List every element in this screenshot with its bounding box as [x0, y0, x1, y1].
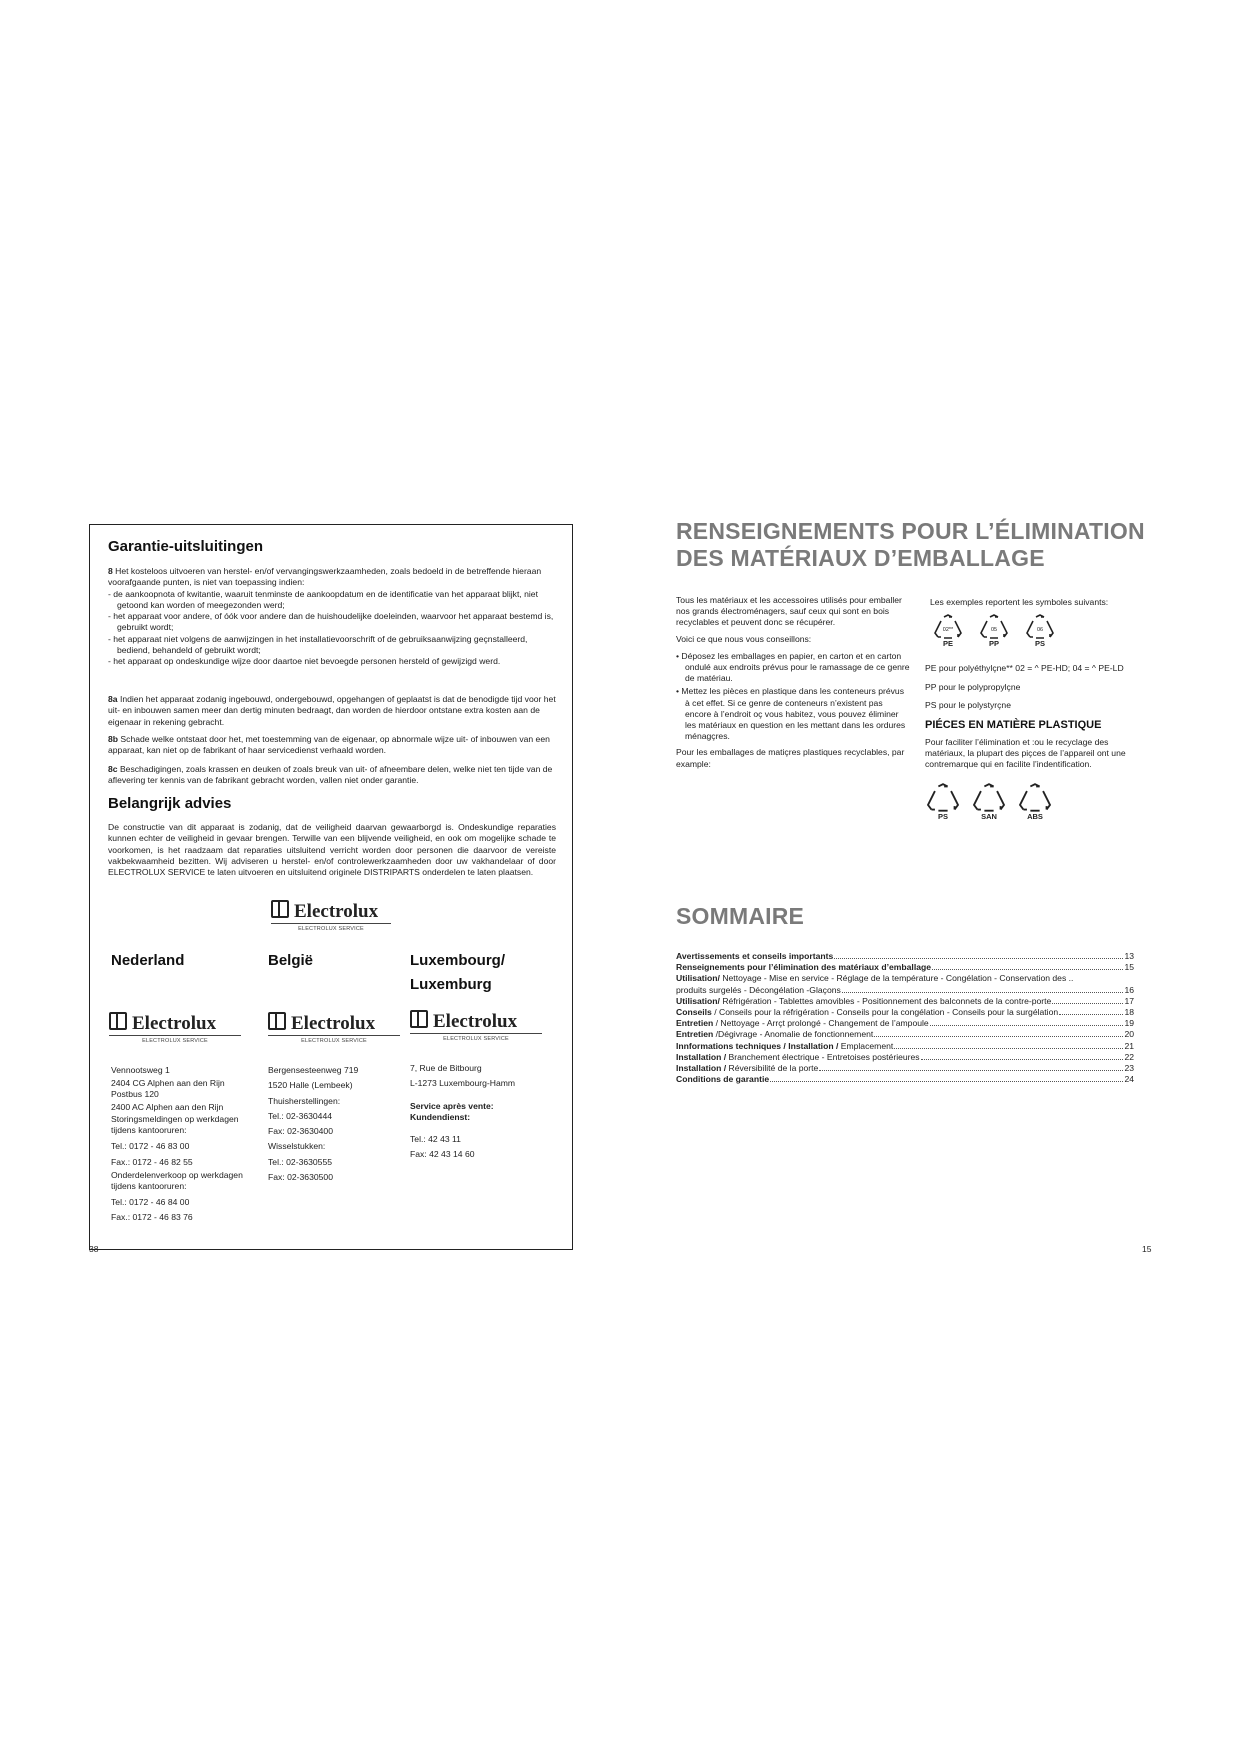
toc-entry-text	[676, 1041, 893, 1052]
toc-entry-rest: Nettoyage - Mise en service - Réglage de la température - Congélation - Conservation des ..	[719, 973, 1074, 984]
address-lu	[410, 1061, 550, 1162]
toc-entry-text	[676, 1007, 1058, 1018]
toc-entry-text	[676, 1063, 818, 1074]
toc-entry	[676, 1029, 1134, 1040]
disposal-left-column	[676, 595, 911, 770]
toc-leader	[874, 1036, 1123, 1037]
address-line: 2404 CG Alphen aan den Rijn	[111, 1078, 225, 1089]
toc-entry	[676, 951, 1134, 962]
recycle-code: 02**	[942, 627, 954, 633]
toc-entry-text	[676, 973, 1073, 984]
paragraph-8c	[108, 764, 556, 787]
pe-line: PE pour polyéthylçne** 02 = ^ PE-HD; 04 = ^ PE-LD	[925, 663, 1124, 673]
toc-leader	[819, 1070, 1123, 1071]
toc-entry	[676, 1018, 1134, 1029]
advice-text: De constructie van dit apparaat is zodanig, dat de veiligheid daarvan gewaarborgd is. Ondeskundige reparaties kunnen echter de veiligheid in gevaar brengen. Terwille van een blijvende veiligheid, en ook om mogelijke schade te voorkomen, is het raadzaam dat reparaties uitsluitend verricht worden door personen die daarvoor de vereiste vakbekwaamheid bezitten. Wij adviseren u herstel- en/of controlewerkzaamheden door uw vakhandelaar of door ELECTROLUX SERVICE te laten uitvoeren en uitsluitend originele DISTRIPARTS onderdelen te laten plaatsen.	[108, 822, 556, 878]
paragraph-8b	[108, 734, 556, 757]
p8b-number: 8b	[108, 734, 119, 744]
p8-item: - het apparaat op ondeskundige wijze door daartoe niet bevoegde personen hersteld of gewijzigd werd.	[108, 656, 501, 667]
recycle-triangle-icon	[933, 614, 963, 640]
p8c-text: Beschadigingen, zoals krassen en deuken of zoals breuk van uit- of afneembare delen, welke niet ten tijde van de aflevering ter kennis van de fabrikant gebracht worden, vallen niet onder garantie.	[108, 764, 553, 786]
address-line: 2400 AC Alphen aan den Rijn	[111, 1102, 224, 1113]
toc-entry-bold: Entretien	[676, 1018, 714, 1029]
address-line: Fax: 42 43 14 60	[410, 1148, 475, 1159]
toc-entry-text	[676, 951, 833, 962]
symbols-intro: Les exemples reportent les symboles suivants:	[930, 597, 1109, 607]
address-line: Tel.: 02-3630555	[268, 1156, 333, 1167]
toc-leader	[932, 969, 1123, 970]
recycle-triangle-icon	[979, 614, 1009, 640]
toc-entry-text	[676, 1074, 769, 1085]
recycle-triangle-icon	[1025, 614, 1055, 640]
bullet-item: • Déposez les emballages en papier, en carton et en carton ondulé aux endroits prévus pour le ramassage de ce genre de matériau.	[676, 650, 910, 684]
plastic-examples-text: Pour les emballages de matiçres plastiques recyclables, par example:	[676, 747, 905, 769]
country-name-lu: Luxembourg/ Luxemburg	[410, 952, 506, 993]
heading-advice: Belangrijk advies	[108, 795, 232, 812]
recycle-label: PP	[988, 639, 999, 648]
ps-line: PS pour le polystyrçne	[925, 700, 1011, 710]
country-name-nl: Nederland	[111, 952, 185, 969]
recycle-symbol	[920, 783, 966, 821]
recycle-symbol	[966, 783, 1012, 821]
toc-entry-text	[676, 1052, 920, 1063]
toc-page-number: 13	[1124, 951, 1134, 961]
toc-entry-bold: Installation /	[676, 1051, 727, 1062]
address-line: Fax.: 0172 - 46 83 76	[111, 1212, 193, 1223]
p8-item: - het apparaat niet volgens de aanwijzingen in het installatievoorschrift of de gebruiksaanwijzing geçnstalleerd, bediend, behandeld of gebruikt wordt;	[108, 633, 528, 656]
service-label: Service après vente: Kundendienst:	[410, 1100, 494, 1122]
toc-entry-bold: Utilisation/	[676, 973, 720, 984]
page-number-left: 38	[89, 1244, 99, 1254]
toc-entry-bold: Conditions de garantie	[676, 1074, 770, 1085]
logo-text: Electrolux	[294, 901, 379, 922]
recycle-label: PE	[942, 639, 953, 648]
toc-leader	[921, 1059, 1124, 1060]
title-line-2: DES MATÉRIAUX D’EMBALLAGE	[676, 545, 1045, 571]
address-line: Tel.: 0172 - 46 83 00	[111, 1141, 190, 1152]
toc-entry-rest: / Conseils pour la réfrigération - Conseils pour la congélation - Conseils pour la surgélation	[711, 1007, 1059, 1018]
address-line: Tel.: 42 43 11	[410, 1133, 461, 1144]
toc-entry	[676, 962, 1134, 973]
recycle-triangle-icon	[1017, 783, 1053, 813]
p8a-text: Indien het apparaat zodanig ingebouwd, ondergebouwd, opgehangen of geplaatst is dat de benodigde tijd voor het uit- en inbouwen samen meer dan dertig minuten bedraagt, dan worden de hierdoor ontstane extra kosten aan de eigenaar in rekening gebracht.	[108, 694, 556, 727]
recycle-label: PS	[937, 812, 948, 821]
toc-leader	[894, 1048, 1123, 1049]
p8b-text: Schade welke ontstaat door het, met toestemming van de eigenaar, op abnormale wijze uit- of inbouwen van een apparaat, kan niet op de fabrikant of haar servicedienst verhaald worden.	[108, 734, 550, 756]
toc-entry-bold: Avertissements et conseils importants	[676, 951, 834, 961]
toc-entry	[676, 985, 1134, 996]
electrolux-logo-icon	[268, 1012, 286, 1030]
address-line: 1520 Halle (Lembeek)	[268, 1080, 353, 1091]
toc-entry	[676, 1052, 1134, 1063]
toc-leader	[834, 958, 1123, 959]
intro-text: Tous les matériaux et les accessoires utilisés pour emballer nos grands électroménagers, sauf ceux qui sont en bois recyclables et peuvent donc se récupérer.	[676, 595, 902, 628]
toc-entry-bold: Utilisation/	[676, 995, 720, 1006]
recycle-symbol	[925, 614, 971, 648]
address-line: Bergensesteenweg 719	[268, 1065, 359, 1075]
toc-entry-rest: Branchement électrique - Entretoises postérieures	[726, 1051, 920, 1062]
logo-subtitle: ELECTROLUX SERVICE	[268, 1035, 400, 1044]
plastic-parts-text: Pour faciliter l’élimination et :ou le recyclage des matériaux, la plupart des piçces de l’appareil ont une contremarque qui en facilite l’indentification.	[925, 737, 1126, 770]
toc-entry-text	[676, 962, 931, 973]
toc-entry-rest: /Dégivrage - Anomalie de fonctionnement	[713, 1029, 874, 1040]
toc-entry-bold: Innformations techniques / Installation /	[676, 1040, 839, 1051]
toc-leader	[930, 1025, 1124, 1026]
toc-entry	[676, 996, 1134, 1007]
toc-entry-rest: Emplacement	[838, 1040, 894, 1051]
p8-number: 8	[108, 566, 113, 576]
recycle-symbol	[971, 614, 1017, 648]
toc-entry	[676, 973, 1134, 984]
recycle-label: PS	[1034, 639, 1045, 648]
toc-page-number: 20	[1124, 1029, 1134, 1040]
toc-entry-rest: Réversibilité de la porte	[726, 1063, 819, 1074]
electrolux-logo-nl	[109, 1012, 216, 1035]
toc-entry	[676, 1041, 1134, 1052]
address-be	[268, 1063, 408, 1185]
address-line: Wisselstukken:	[268, 1141, 326, 1152]
electrolux-logo-lu	[410, 1010, 517, 1033]
toc-leader	[1059, 1014, 1123, 1015]
toc-entry-bold: Installation /	[676, 1063, 727, 1074]
recycle-triangle-icon	[971, 783, 1007, 813]
recycling-symbols-row-1	[925, 614, 1063, 648]
recycle-label: ABS	[1027, 812, 1043, 821]
logo-text: Electrolux	[132, 1013, 217, 1034]
toc-page-number: 19	[1124, 1018, 1134, 1029]
logo-text: Electrolux	[291, 1013, 376, 1034]
toc-entry-text	[676, 1018, 929, 1029]
address-line: 7, Rue de Bitbourg	[410, 1063, 482, 1073]
toc-page-number: 16	[1124, 984, 1134, 995]
electrolux-logo-icon	[271, 900, 289, 918]
bullet-item: • Mettez les pièces en plastique dans les conteneurs prévus à cet effet. Si ce genre de conteneurs n’existent pas encore à l’endroit oç vous habitez, vous pouvez éliminer les matériaux en question en les mettant dans les ordures ménagçres.	[676, 686, 906, 742]
address-nl	[111, 1063, 261, 1225]
toc-leader	[1052, 1003, 1123, 1004]
address-line: Tel.: 02-3630444	[268, 1110, 333, 1121]
electrolux-logo-icon	[410, 1010, 428, 1028]
p8c-number: 8c	[108, 764, 118, 774]
plastic-parts-heading: PIÉCES EN MATIÈRE PLASTIQUE	[925, 719, 1102, 731]
paragraph-8a	[108, 694, 556, 728]
electrolux-logo-be	[268, 1012, 375, 1035]
p8a-number: 8a	[108, 694, 118, 704]
toc-entry	[676, 1074, 1134, 1085]
address-line: L-1273 Luxembourg-Hamm	[410, 1078, 516, 1089]
advice-intro: Voici ce que nous vous conseillons:	[676, 633, 812, 644]
address-line: Fax.: 0172 - 46 82 55	[111, 1156, 193, 1167]
address-line: Onderdelenverkoop op werkdagen tijdens kantooruren:	[111, 1169, 243, 1191]
toc-page-number: 23	[1124, 1063, 1134, 1074]
address-line: Fax: 02-3630400	[268, 1126, 333, 1137]
toc-entry-rest: Réfrigération - Tablettes amovibles - Positionnement des balconnets de la contre-porte	[719, 995, 1052, 1006]
p8-item: - de aankoopnota of kwitantie, waaruit tenminste de aankoopdatum en de identificatie van het apparaat blijkt, niet getoond kan worden of meegezonden werd;	[108, 588, 538, 610]
logo-subtitle: ELECTROLUX SERVICE	[271, 923, 391, 932]
address-line: Tel.: 0172 - 46 84 00	[111, 1196, 190, 1207]
toc-leader	[842, 992, 1124, 993]
toc-entry-text	[676, 1029, 873, 1040]
pp-line: PP pour le polypropylçne	[925, 681, 1021, 692]
recycling-symbols-row-2	[920, 783, 1058, 821]
electrolux-logo-icon	[109, 1012, 127, 1030]
toc-entry-text	[676, 996, 1051, 1007]
address-line: Fax: 02-3630500	[268, 1172, 333, 1183]
heading-exclusions: Garantie-uitsluitingen	[108, 538, 264, 555]
address-line: Storingsmeldingen op werkdagen tijdens kantooruren:	[111, 1114, 239, 1136]
title-line-1: RENSEIGNEMENTS POUR L’ÉLIMINATION	[676, 518, 1145, 544]
page-number-right: 15	[1142, 1244, 1152, 1254]
toc-page-number: 17	[1124, 995, 1134, 1006]
paragraph-8	[108, 566, 556, 668]
toc-page-number: 22	[1124, 1051, 1134, 1062]
recycle-code: 06	[1036, 627, 1044, 633]
country-name-be: België	[268, 952, 314, 969]
recycle-code: 05	[990, 627, 998, 633]
p8-text: Het kosteloos uitvoeren van herstel- en/of vervangingswerkzaamheden, zoals bedoeld in de betreffende hieraan voorafgaande punten, is niet van toepassing indien:	[108, 566, 542, 588]
recycle-symbol	[1017, 614, 1063, 648]
toc-leader	[770, 1081, 1123, 1082]
toc-entry	[676, 1007, 1134, 1018]
toc-page-number: 21	[1124, 1040, 1134, 1051]
table-of-contents	[676, 951, 1134, 1085]
p8-item: - het apparaat voor andere, of óók voor andere dan de huishoudelijke doeleinden, waarvoor het apparaat bestemd is, gebruikt wordt;	[108, 611, 554, 633]
recycle-triangle-icon	[925, 783, 961, 813]
address-line: Postbus 120	[111, 1089, 159, 1100]
polymer-legend	[925, 661, 1140, 714]
toc-page-number: 24	[1124, 1074, 1134, 1085]
toc-entry-rest: produits surgelés - Décongélation -Glaçons	[676, 984, 841, 995]
logo-subtitle: ELECTROLUX SERVICE	[109, 1035, 241, 1044]
address-line: Thuisherstellingen:	[268, 1095, 341, 1106]
summary-title: SOMMAIRE	[676, 903, 805, 929]
address-line: Vennootsweg 1	[111, 1065, 170, 1075]
toc-entry-bold: Conseils	[676, 1007, 712, 1018]
toc-entry-bold: Renseignements pour l’élimination des matériaux d’emballage	[676, 962, 932, 973]
recycle-symbol	[1012, 783, 1058, 821]
toc-entry-rest: / Nettoyage - Arrçt prolongé - Changement de l’ampoule	[713, 1018, 929, 1029]
logo-text: Electrolux	[433, 1011, 518, 1032]
toc-page-number: 15	[1124, 962, 1134, 973]
logo-subtitle: ELECTROLUX SERVICE	[410, 1033, 542, 1042]
toc-page-number: 18	[1124, 1007, 1134, 1018]
toc-entry-text	[676, 985, 841, 996]
electrolux-logo	[271, 900, 378, 923]
recycle-label: SAN	[981, 812, 997, 821]
toc-entry	[676, 1063, 1134, 1074]
toc-entry-bold: Entretien	[676, 1029, 714, 1040]
